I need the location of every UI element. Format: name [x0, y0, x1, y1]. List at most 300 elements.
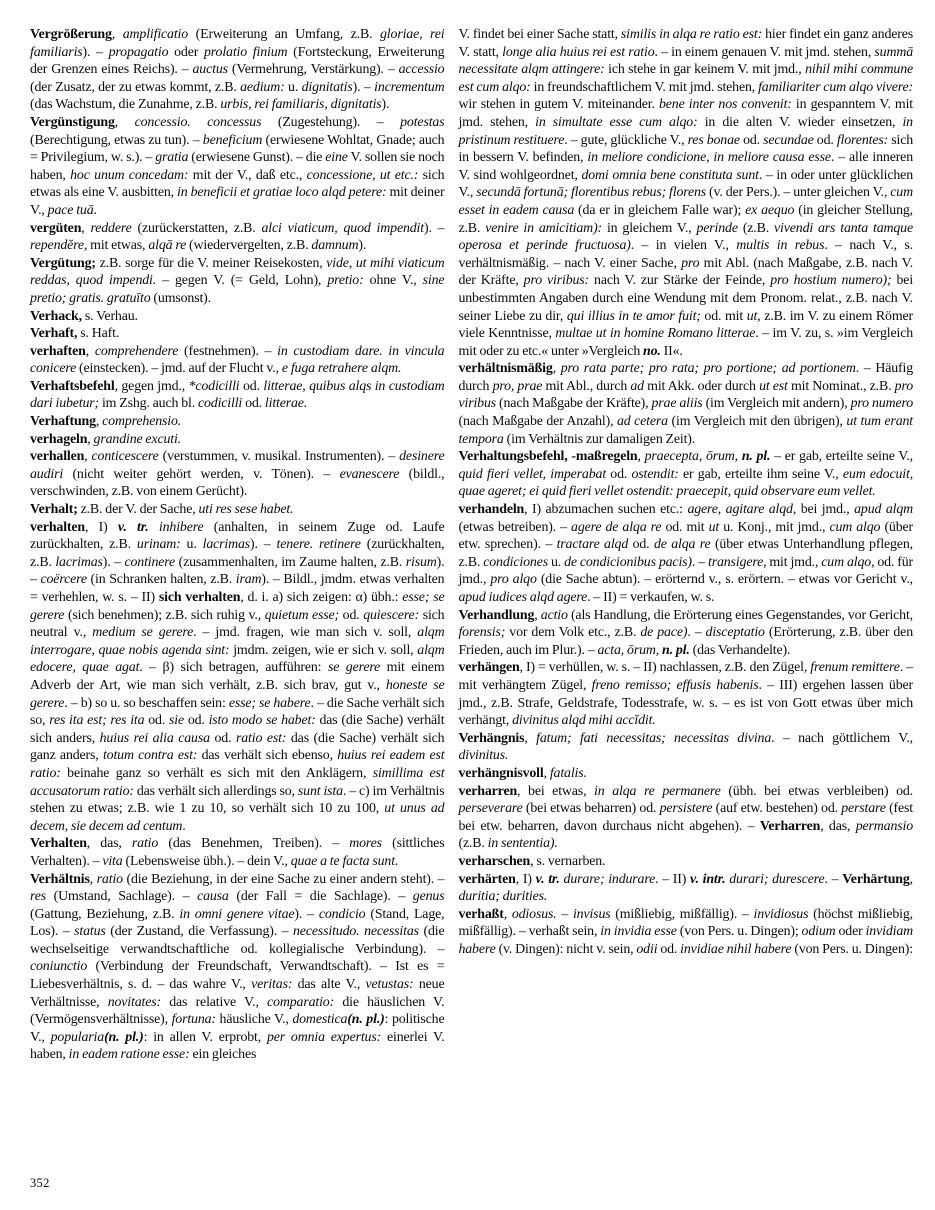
text-run: (bildl., verschwinden, z.B. von einem Gerücht).	[30, 466, 445, 500]
latin-term: fatum; fati necessitas; necessitas divina	[536, 730, 772, 746]
text-run: (die Beziehung, in der eine Sache zu einer andern steht). –	[122, 871, 445, 887]
entry-continuation	[458, 26, 913, 360]
headword: verharren	[458, 783, 518, 799]
text-run: in gespanntem V. mit jmd. stehen,	[458, 97, 914, 130]
text-run: nach V. zur Stärke der Feinde,	[589, 273, 771, 289]
text-run: ,	[84, 449, 92, 465]
dictionary-entry	[30, 26, 444, 114]
text-run: ,	[85, 343, 95, 359]
headword: Verhaftsbefehl	[30, 378, 115, 394]
text-run: (der Zustand, die Verfassung). –	[105, 924, 294, 940]
text-run: (sittliches Verhalten). –	[30, 836, 445, 869]
text-run: – gegen V. (= Geld, Lohn),	[156, 273, 328, 289]
text-run: s. Verhau.	[81, 308, 138, 324]
text-run: –	[556, 906, 573, 922]
text-run: (Lebensweise übh.). – dein V.,	[122, 853, 291, 869]
text-run: das verhält sich ebenso,	[197, 748, 338, 764]
latin-term: alqm edocere, quae agat	[30, 642, 445, 676]
latin-term: condicio	[318, 906, 366, 922]
latin-term: isto modo se habet:	[208, 713, 316, 729]
dictionary-entry	[458, 659, 913, 729]
dictionary-entry	[458, 360, 913, 448]
text-run: (auf etw. bestehen) od.	[712, 801, 842, 817]
latin-term: praecepta, ōrum,	[644, 449, 738, 465]
headword: Verhärtung	[842, 871, 910, 887]
text-run: mit deiner V.,	[30, 185, 445, 218]
latin-term: ut	[746, 308, 758, 324]
text-run: : politische V.,	[30, 1012, 445, 1045]
text-run: , das,	[820, 818, 856, 834]
text-run: : in allen V. erprobt,	[143, 1029, 267, 1045]
grammar-label: v. tr.	[535, 871, 560, 887]
text-run: in gleichem V.,	[602, 220, 697, 236]
latin-term: vetustas:	[365, 977, 414, 993]
latin-term: alqā re	[148, 238, 187, 254]
latin-term: condiciones	[483, 554, 548, 570]
text-run: (zusammenhalten, im Zaume halten, z.B.	[175, 554, 406, 570]
text-run: (da er in gleichem Falle war);	[574, 202, 746, 218]
latin-term: comprehendere	[94, 343, 179, 359]
text-run: . – II) = verkaufen, w. s.	[587, 590, 715, 605]
text-run: (fest bei etw. beharren, davon durchaus nicht abgehen). –	[458, 801, 913, 834]
grammar-label: no.	[643, 343, 661, 359]
dictionary-entry	[458, 871, 913, 906]
latin-term: vita	[102, 853, 123, 869]
text-run: (im Vergleich mit andern),	[702, 396, 851, 412]
latin-term: ut unus ad decem, sie decem ad centum	[30, 801, 445, 834]
text-run: u.	[547, 554, 565, 570]
latin-term: necessitudo. necessitas	[293, 924, 419, 940]
latin-term: apud iudices alqd agere	[458, 590, 588, 605]
latin-term: pace tuā	[47, 202, 94, 218]
latin-term: quid fieri vellet, imperabat	[458, 466, 607, 482]
text-run: od.	[242, 396, 265, 412]
text-run: ,	[534, 607, 541, 623]
latin-term: fortuna:	[171, 1012, 216, 1028]
latin-term: e fuga retrahere alqm.	[281, 361, 402, 377]
text-run: ,	[89, 871, 97, 887]
text-run: (nicht weiter gehört werden, v. Tönen). –	[63, 466, 340, 482]
latin-term: beneficium	[202, 132, 263, 148]
text-run: ,	[111, 27, 123, 42]
text-run: (über etw. sprechen). –	[458, 519, 913, 553]
latin-term: ratio	[131, 836, 159, 852]
dictionary-entry	[30, 255, 444, 308]
text-run: od.	[209, 730, 236, 746]
text-run: in freundschaftlichem V. mit jmd. stehen,	[530, 79, 759, 95]
text-run: ).	[381, 97, 390, 113]
latin-term: tractare alqd	[556, 537, 629, 553]
text-run: (in gleicher Stellung, z.B.	[458, 202, 913, 236]
latin-term: medium se gerere	[92, 625, 194, 641]
latin-term: perseverare	[458, 801, 523, 817]
latin-term: sunt ista	[297, 783, 343, 799]
text-run: (Zugestehung). –	[261, 114, 401, 130]
text-run: ohne V.,	[363, 273, 423, 289]
latin-term: cum alqo	[829, 519, 881, 535]
latin-term: in sententia).	[487, 836, 558, 852]
text-run: (das Verhandelte).	[689, 642, 791, 658]
text-run: (z.B.	[737, 220, 775, 236]
column-left	[30, 26, 444, 1064]
text-run: (als Handlung, die Erörterung eines Gegenstandes, vor Gericht,	[567, 607, 913, 623]
text-run: . – in oder unter glücklichen V.,	[458, 167, 913, 201]
text-run: , gegen jmd.,	[114, 378, 189, 394]
latin-term: uti res sese habet.	[198, 502, 294, 518]
text-run: , mit etwas,	[83, 238, 149, 254]
text-run: ).	[358, 238, 367, 254]
latin-term: florentes:	[836, 132, 889, 148]
latin-term: huius rei alia causa	[99, 730, 210, 746]
latin-term: odium	[801, 924, 836, 940]
text-run: (über etwas Unterhandlung pflegen, z.B.	[458, 537, 913, 570]
headword: verhageln	[30, 431, 88, 447]
headword: verhängnisvoll	[458, 765, 544, 781]
dictionary-entry	[30, 378, 444, 413]
text-run: z.B. der V. der Sache,	[77, 502, 199, 518]
text-run: od.	[606, 466, 632, 482]
text-run: (nach Maßgabe der Kräfte),	[496, 396, 652, 412]
text-run: oder	[168, 44, 204, 60]
text-run: od. mit	[700, 308, 747, 324]
text-run: (erwiesene Gunst). – die	[188, 150, 326, 166]
latin-term: multis in rebus	[736, 238, 825, 254]
latin-term: domestica	[292, 1012, 348, 1028]
text-run: (der Fall = die Sachlage). –	[228, 889, 413, 905]
text-run: ). –	[423, 220, 445, 236]
text-run: od. mit	[661, 519, 709, 535]
text-run: . – in vielen V.,	[630, 238, 737, 254]
latin-term: in pristinum restituere	[458, 114, 913, 148]
text-run: od.	[339, 607, 364, 623]
text-run: (die wechselseitige verwandtschaftliche od. kollegialische Verbindung). –	[30, 924, 445, 957]
text-run: od.	[239, 378, 264, 394]
latin-term: lacrimas	[55, 554, 103, 570]
headword: vergüten	[30, 220, 82, 236]
dictionary-entry	[458, 501, 913, 607]
latin-term: iram	[235, 572, 262, 588]
latin-term: huius rei eadem est ratio:	[30, 748, 445, 781]
text-run: (mißliebig, mißfällig). –	[610, 906, 754, 922]
text-run: das (die Sache) verhält sich ganz anders,	[30, 730, 445, 764]
latin-term: odii	[636, 941, 658, 957]
latin-term: continere	[124, 554, 176, 570]
latin-term: esse; se gerere	[30, 590, 445, 623]
latin-term: similis in alqa re ratio est:	[620, 27, 763, 42]
latin-term: in omni genere vitae	[179, 906, 295, 922]
dictionary-entry	[30, 519, 444, 836]
latin-term: per omnia expertus:	[266, 1029, 382, 1045]
dictionary-entry	[30, 431, 444, 449]
text-run: hier findet ein ganz anderes V. statt,	[458, 27, 914, 60]
latin-term: cum esset in eadem causa	[458, 185, 913, 218]
text-run: (die Sache abtun). – erörternd v., s. erörtern. – etwas vor Gericht v.,	[536, 572, 913, 588]
latin-term: ut tum erant tempora	[458, 414, 913, 447]
latin-term: invidiae nihil habere	[680, 941, 792, 957]
text-run: . – die Sache verhält sich so,	[30, 695, 445, 729]
text-run: ). –	[30, 554, 445, 588]
text-run: bei unbestimmten Angaben durch eine Wendung mit dem Pronom. relat., z.B. nach V. seiner Liebe zu dir,	[458, 273, 914, 324]
text-run: , mit jmd.,	[763, 554, 822, 570]
latin-term: qui illius in te amor fuit;	[566, 308, 701, 324]
text-run: (nach Maßgabe der Anzahl),	[458, 414, 617, 430]
text-run: V. sollen sie noch haben,	[30, 150, 445, 183]
latin-term: disceptatio	[705, 625, 765, 641]
latin-term: urinam:	[136, 537, 181, 553]
dictionary-entry	[30, 220, 444, 255]
text-run: (Vermehrung, Verstärkung). –	[227, 62, 399, 78]
headword: Vergünstigung	[30, 114, 115, 130]
text-run: , das,	[86, 836, 132, 852]
text-run: jmdm. zeigen, wie er sich v. soll,	[229, 642, 418, 658]
latin-term: prae aliis	[651, 396, 703, 412]
dictionary-entry	[458, 765, 913, 783]
latin-term: de alqa re	[653, 537, 711, 553]
latin-term: risum	[405, 554, 437, 570]
latin-term: pro	[681, 255, 700, 271]
page-number: 352	[30, 1176, 50, 1190]
headword: Verhaftung	[30, 414, 96, 430]
latin-term: comprehensio.	[102, 414, 182, 430]
dictionary-entry	[30, 114, 444, 220]
latin-term: transigere	[708, 554, 764, 570]
latin-term: desinere audiri	[30, 449, 445, 482]
latin-term: duritia; durities.	[458, 889, 548, 905]
latin-term: pro, prae	[492, 378, 543, 394]
text-run: ). –	[352, 79, 375, 95]
text-run: ,	[95, 414, 103, 430]
latin-term: freno remisso; effusis habenis	[591, 677, 759, 693]
latin-term: forensis;	[458, 625, 506, 641]
latin-term: invidiosus	[753, 906, 809, 922]
text-run: od.	[628, 537, 654, 553]
dictionary-entry	[30, 343, 444, 378]
text-run: , I)	[515, 871, 536, 887]
latin-term: frenum remittere	[810, 660, 900, 676]
latin-term: totum contra est:	[102, 748, 198, 764]
text-run: das alte V.,	[292, 977, 366, 993]
text-run: (von Pers. u. Dingen);	[676, 924, 802, 940]
text-run: (anhalten, in seinem Zuge od. Laufe zurückhalten, z.B.	[30, 519, 445, 553]
grammar-label: n. pl.	[662, 642, 690, 658]
grammar-label: (n. pl.)	[104, 1029, 144, 1045]
latin-term: tenere. retinere	[276, 537, 361, 553]
text-run: ,	[87, 431, 94, 447]
latin-term: ut est	[759, 378, 788, 394]
latin-term: pro viribus:	[523, 273, 590, 289]
latin-term: simillima est accusatorum ratio:	[30, 765, 445, 799]
latin-term: hoc unum concedam:	[70, 167, 189, 183]
dictionary-entry	[458, 607, 913, 660]
headword: verhalten	[30, 519, 85, 535]
text-run: (bei etwas beharren) od.	[522, 801, 660, 817]
latin-term: venire in amicitiam):	[485, 220, 603, 236]
text-run: (etwas betreiben). –	[458, 519, 572, 535]
text-run: (das Benehmen, Treiben). –	[158, 836, 350, 852]
text-run: . – in einem genauen V. mit jmd. stehen,	[654, 44, 875, 60]
latin-term: mores	[349, 836, 382, 852]
text-run: , od. für jmd.,	[458, 554, 914, 588]
text-run: . – gute, glückliche V.,	[564, 132, 688, 148]
text-run: (festnehmen). –	[178, 343, 278, 359]
headword: Verhalten	[30, 836, 87, 852]
text-run: , d. i. a) sich zeigen: α) übh.:	[240, 590, 403, 605]
latin-term: pretio:	[327, 273, 364, 289]
latin-term: lacrimas	[202, 537, 251, 553]
text-run: , I) abzumachen suchen etc.:	[524, 502, 688, 518]
text-run: (sich benehmen); z.B. sich ruhig v.,	[64, 607, 265, 623]
text-run: , z.B. im V. zu einem Römer viele Kenntnisse,	[458, 308, 913, 342]
dictionary-entry	[458, 906, 913, 959]
latin-term: ad cetera	[616, 414, 668, 430]
text-run: (verstummen, v. musikal. Instrumenten). –	[158, 449, 400, 465]
text-run: . –	[824, 871, 843, 887]
latin-term: multae ut in homine Romano litterae	[555, 326, 756, 342]
headword: verhallen	[30, 449, 85, 465]
latin-term: persistere	[659, 801, 713, 817]
latin-term: codicilli	[197, 396, 243, 412]
headword: verhaften	[30, 343, 86, 359]
text-run: u. Konj., mit jmd.,	[719, 519, 830, 535]
latin-term: summā necessitate alqm attingere:	[458, 44, 914, 78]
latin-term: in meliore condicione, in meliore causa esse	[587, 150, 831, 166]
text-run: beinahe ganz so verhält es sich mit den Anklägern,	[60, 765, 373, 781]
latin-term: prolatio finium	[203, 44, 288, 60]
headword: Verhack,	[30, 308, 82, 324]
text-run: er gab, erteilte ihm seine V.,	[678, 466, 843, 482]
text-run: ). –	[294, 906, 319, 922]
text-run: mit Abl., durch	[542, 378, 631, 394]
text-run: mit einem Adverb der Art, wie man sich verhält, z.B. sich brav, gut v.,	[30, 660, 445, 693]
text-run: (in Schranken halten, z.B.	[86, 572, 236, 588]
latin-term: status	[74, 924, 106, 940]
text-run: (v. der Pers.). – unter gleichen V.,	[706, 185, 891, 201]
latin-term: in alqa re permanere	[594, 783, 721, 799]
text-run: od.	[657, 941, 681, 957]
text-run: (Stand, Lage, Los). –	[30, 906, 445, 940]
text-run: ,	[637, 449, 645, 465]
latin-term: quietum esse;	[264, 607, 340, 623]
latin-term: apud alqm	[854, 502, 914, 518]
latin-term: ex aequo	[745, 202, 795, 218]
latin-term: pro alqo	[490, 572, 537, 588]
latin-term: grandine excuti.	[93, 431, 182, 447]
latin-term: in custodiam dare. in vincula conicere	[30, 343, 445, 377]
latin-term: comparatio:	[267, 994, 335, 1010]
latin-term: gloriae, rei familiaris	[30, 27, 445, 60]
latin-term: propagatio	[108, 44, 169, 60]
latin-term: rependĕre	[30, 238, 84, 254]
headword: verhältnismäßig	[458, 361, 553, 377]
latin-term: urbis, rei familiaris, dignitatis	[220, 97, 382, 113]
latin-term: damnum	[311, 238, 359, 254]
text-run: .	[182, 818, 186, 834]
text-run: .	[93, 202, 97, 218]
text-run: . –	[691, 554, 708, 570]
headword: Verharren	[759, 818, 821, 834]
latin-term: in simultate esse cum alqo:	[535, 114, 698, 130]
text-run: ). –	[250, 537, 277, 553]
latin-term: reddere	[90, 220, 132, 236]
text-run: od.	[144, 713, 170, 729]
latin-term: coërcere	[40, 572, 87, 588]
latin-term: veritas:	[251, 977, 293, 993]
latin-term: familiariter cum alqo vivere:	[758, 79, 914, 95]
text-run: (Gattung, Beziehung, z.B.	[30, 906, 180, 922]
grammar-label: v. intr.	[690, 871, 726, 887]
latin-term: coniunctio	[30, 959, 88, 975]
text-run: ,	[909, 871, 913, 887]
latin-term: secundā fortunā; florentibus rebus; florens	[476, 185, 707, 201]
text-run: häusliche V.,	[215, 1012, 293, 1028]
dictionary-entry	[30, 501, 444, 519]
text-run: od.	[739, 132, 764, 148]
dictionary-entry	[30, 835, 444, 870]
text-run: . – b) so u. so beschaffen sein:	[64, 695, 229, 711]
latin-term: in eadem ratione esse:	[68, 1047, 190, 1063]
text-columns	[30, 26, 913, 1064]
latin-term: ostendit:	[631, 466, 679, 482]
text-run: (höchst mißliebig, mißfällig). – verhaßt sein,	[458, 906, 913, 940]
text-run: mit Nominat., z.B.	[787, 378, 895, 394]
text-run: die häuslichen V. (Vermögensverhältnisse),	[30, 994, 445, 1028]
latin-term: fatalis.	[549, 765, 587, 781]
latin-term: perinde	[696, 220, 738, 236]
text-run: (z.B.	[458, 836, 488, 852]
dictionary-entry	[30, 448, 444, 501]
text-run: II«.	[660, 343, 683, 359]
latin-term: secundae	[763, 132, 814, 148]
latin-term: agere, agitare alqd,	[687, 502, 797, 518]
text-run: (zurückerstatten, z.B.	[131, 220, 262, 236]
text-run: mit Akk. oder durch	[643, 378, 760, 394]
dictionary-entry	[458, 448, 913, 501]
latin-term: in beneficii et gratiae loco alqd petere:	[177, 185, 387, 201]
latin-term: res bonae	[687, 132, 740, 148]
latin-term: aedium:	[240, 79, 285, 95]
text-run	[149, 520, 159, 535]
latin-term: pro viribus	[458, 378, 913, 412]
text-run: . – β) sich betragen, aufführen:	[139, 660, 328, 676]
text-run: das verhält sich allerdings so,	[133, 783, 298, 799]
text-run: im Zshg. auch bl.	[99, 396, 198, 412]
text-run: neue Verhältnisse,	[30, 977, 445, 1010]
latin-term: pro hostium numero);	[770, 273, 892, 289]
latin-term: sie	[169, 713, 184, 729]
latin-term: novitates:	[107, 994, 161, 1010]
text-run: , s. vernarben.	[530, 853, 606, 869]
text-run: ,	[81, 220, 91, 236]
latin-term: perstare	[841, 801, 886, 817]
latin-term: genus	[412, 889, 445, 905]
text-run: (erwiesene Wohltat, Gnade; auch = Privilegium, w. s.). –	[30, 132, 445, 166]
latin-term: inhibere	[158, 519, 204, 535]
text-run: . – mit verhängtem Zügel,	[458, 660, 913, 693]
dictionary-entry	[458, 853, 913, 871]
text-run: z.B. sorge für die V. meiner Reisekosten,	[95, 255, 327, 271]
text-run: wir stehen in gutem V. miteinander.	[458, 97, 659, 113]
text-run: (einstecken). – jmd. auf der Flucht v.,	[76, 361, 282, 377]
latin-term: de condicionibus pacis)	[564, 554, 692, 570]
headword: Verhandlung	[458, 607, 535, 623]
text-run: . – III) ergehen lassen über jmd., z.B. Strafe, Geldstrafe, Todesstrafe, w. s. – es ist von Gott etwas über mich verhängt,	[458, 677, 913, 729]
headword: Verhängnis	[458, 730, 525, 746]
text-run: mit Abl. (nach Maßgabe, z.B. nach V. der Kräfte,	[458, 255, 913, 289]
text-run: ich stehe in gar keinem V. mit jmd.,	[604, 62, 806, 78]
text-run: (Umstand, Sachlage). –	[46, 889, 198, 905]
text-run: sich etwas als eine V. ausbitten,	[30, 167, 445, 201]
text-run: (Erweiterung an Umfang, z.B.	[188, 27, 381, 42]
